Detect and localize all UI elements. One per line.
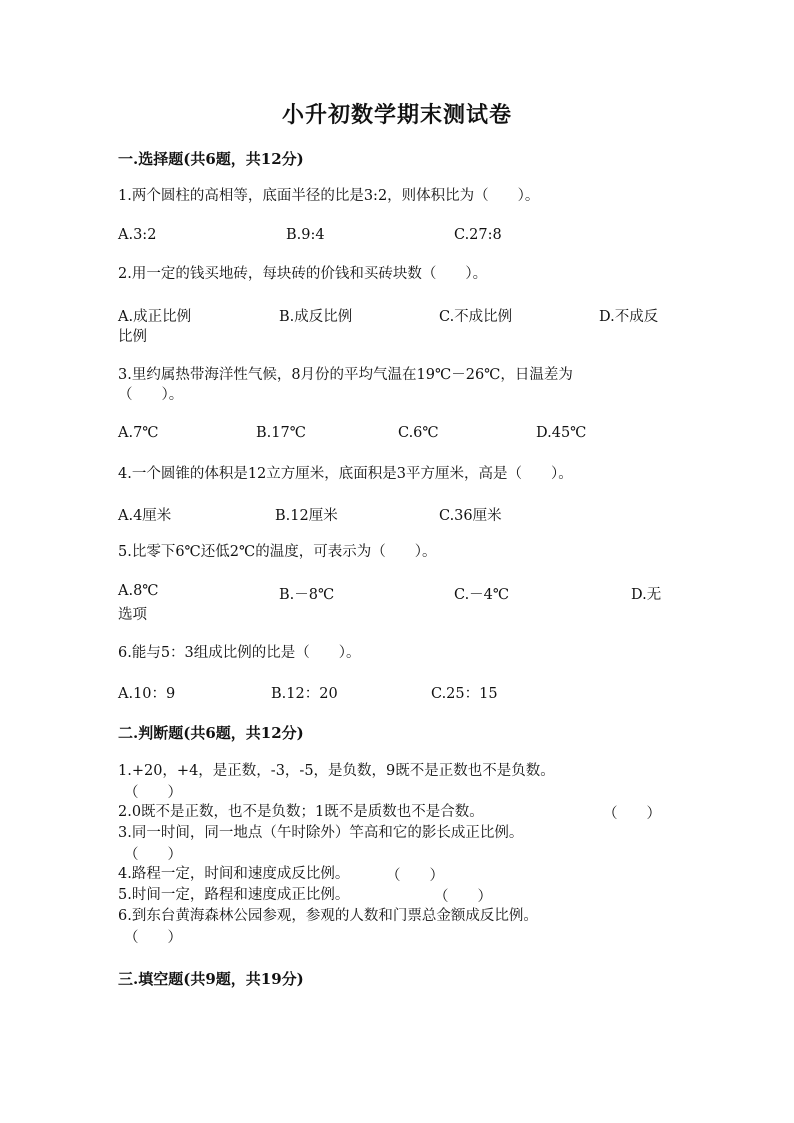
- page-title: 小升初数学期末测试卷: [281, 102, 512, 128]
- question-2: 2.用一定的钱买地砖，每块砖的价钱和买砖块数（ ）。: [118, 266, 488, 282]
- judge-6-answer-paren: （ ）: [124, 930, 182, 946]
- q2-option-a: A.成正比例: [118, 309, 192, 325]
- q5-option-c: C.－4℃: [454, 587, 510, 603]
- judge-item-4: 4.路程一定，时间和速度成反比例。: [118, 866, 350, 882]
- judge-1-answer-paren: （ ）: [124, 785, 182, 801]
- section-heading-choice: 一.选择题(共6题，共12分): [118, 150, 304, 168]
- q4-option-b: B.12厘米: [275, 508, 338, 524]
- q2-option-b: B.成反比例: [279, 309, 353, 325]
- q5-option-b: B.－8℃: [279, 587, 335, 603]
- judge-item-2: 2.0既不是正数，也不是负数；1既不是质数也不是合数。: [118, 804, 484, 820]
- q1-option-a: A.3:2: [118, 227, 157, 243]
- q3-option-b: B.17℃: [256, 425, 306, 441]
- q4-option-a: A.4厘米: [118, 508, 172, 524]
- q1-option-b: B.9:4: [286, 227, 325, 243]
- q2-option-d-wrap: 比例: [118, 329, 147, 345]
- question-3: 3.里约属热带海洋性气候，8月份的平均气温在19℃－26℃，日温差为: [118, 367, 573, 383]
- q3-option-d: D.45℃: [536, 425, 587, 441]
- judge-item-6: 6.到东台黄海森林公园参观，参观的人数和门票总金额成反比例。: [118, 908, 538, 924]
- question-4: 4.一个圆锥的体积是12立方厘米，底面积是3平方厘米，高是（ ）。: [118, 466, 573, 482]
- q6-option-b: B.12：20: [271, 686, 338, 702]
- q3-option-c: C.6℃: [398, 425, 439, 441]
- section-heading-judge: 二.判断题(共6题，共12分): [118, 724, 304, 742]
- judge-item-1: 1.+20，+4，是正数，-3，-5，是负数，9既不是正数也不是负数。: [118, 763, 555, 779]
- judge-5-answer-paren: （ ）: [434, 889, 492, 905]
- q3-option-a: A.7℃: [118, 425, 159, 441]
- question-6: 6.能与5：3组成比例的比是（ ）。: [118, 645, 361, 661]
- question-5: 5.比零下6℃还低2℃的温度，可表示为（ ）。: [118, 544, 437, 560]
- q5-option-a: A.8℃: [118, 583, 159, 599]
- judge-4-answer-paren: （ ）: [386, 868, 444, 884]
- judge-2-answer-paren: （ ）: [603, 806, 661, 822]
- section-heading-fill: 三.填空题(共9题，共19分): [118, 970, 304, 988]
- judge-item-3: 3.同一时间，同一地点（午时除外）竿高和它的影长成正比例。: [118, 825, 524, 841]
- question-3-wrap: （ ）。: [118, 387, 184, 403]
- q4-option-c: C.36厘米: [439, 508, 502, 524]
- question-1: 1.两个圆柱的高相等，底面半径的比是3:2，则体积比为（ ）。: [118, 188, 540, 204]
- q5-option-d-wrap: 选项: [118, 607, 147, 623]
- judge-item-5: 5.时间一定，路程和速度成正比例。: [118, 887, 350, 903]
- q1-option-c: C.27:8: [454, 227, 502, 243]
- q2-option-d: D.不成反: [599, 309, 659, 325]
- q6-option-a: A.10：9: [118, 686, 176, 702]
- judge-3-answer-paren: （ ）: [124, 847, 182, 863]
- q6-option-c: C.25：15: [431, 686, 498, 702]
- q5-option-d: D.无: [631, 587, 662, 603]
- q2-option-c: C.不成比例: [439, 309, 513, 325]
